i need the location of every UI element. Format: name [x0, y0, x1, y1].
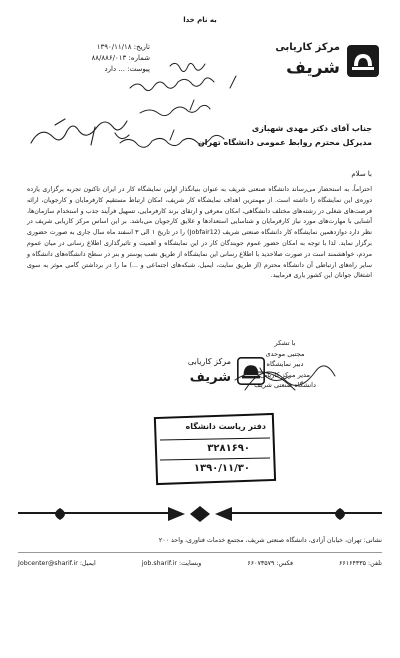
- signer-role1: دبیر نمایشگاه: [266, 360, 304, 368]
- footer-contacts: [18, 560, 382, 567]
- registry-stamp: [150, 410, 280, 490]
- letter-attachment: پیوست: ... دارد: [104, 65, 150, 73]
- footer-email[interactable]: ایمیل: Jobcenter@sharif.ir: [18, 560, 96, 567]
- footer-website[interactable]: وبسایت: job.sharif.ir: [141, 560, 202, 567]
- signer-role3: دانشگاه صنعتی شریف: [254, 381, 316, 389]
- body-paragraph: احتراماً، به استحضار می‌رساند دانشگاه صنعتی شریف به عنوان بنیانگذار اولین نمایشگاه کار در ایران تاکنون تجربه برگزاری یازده دوره‌ی این نمایشگاه را داشته است. از مهمترین اهداف نمایشگاه کار شریف، امکان ارتباط مستقیم کارفرمایان و کارجویان، ارائه فرصت‌های شغلی در رشته‌های مختلف دانشگاهی، امکان معرفی و ارتقای برند کارفرمایی، تسهیل فرآیند جذب و استخدام سازمان‌ها، آشنایی با مهارت‌های مورد نیاز کارفرمایان و شناسایی استعدادها و علایق کارجویان می‌باشد. بر این اساس مرکز کاریابی شریف در نظر دارد دوازدهمین نمایشگاه کار دانشگاه صنعتی شریف (Jobfair12) را در تاریخ ۱ الی ۳ اسفند ماه سال جاری به صورت حضوری برگزار نماید. لذا با توجه به امکان حضور عموم جویندگان کار در این نمایشگاه و اهمیت و تاثیرگذاری اطلاع رسانی در میان عموم مردم، خواهشمند است در صورت صلاحدید با اطلاع رسانی این نمایشگاه از طریق نصب پوستر و بنر در سطح دانشگاه‌های دانشگاه و سایر راه‌های ارتباطی آن دانشگاه محترم (از طریق سایت، ایمیل، شبکه‌های اجتماعی و ...) ما را در برداشتن گامی موثر به سوی اشتغال جوانان این کشور یاری فرمایید.: [27, 186, 372, 280]
- closing: با تشکر: [274, 339, 296, 347]
- greeting: با سلام: [351, 170, 372, 178]
- footer-decoration: [0, 505, 400, 523]
- addressee-title: مدیرکل محترم روابط عمومی دانشگاه تهران: [197, 138, 372, 147]
- signer-role2: مدیر مرکز کاریابی: [259, 370, 311, 379]
- footer-divider: [18, 552, 382, 553]
- letter-number: شماره: ۸۸/۸۸۶/۰۱۳: [91, 54, 150, 62]
- basmala: به نام خدا: [183, 16, 217, 24]
- addressee-block: [198, 122, 372, 150]
- letter-body: [27, 185, 372, 282]
- stamp-line3: ۱۳۹۰/۱۱/۳۰: [193, 463, 250, 474]
- sharif-logo-small-icon: [237, 357, 265, 385]
- footer-phone: تلفن: ۶۶۱۶۴۳۳۵: [338, 560, 382, 567]
- stamp-line1: دفتر ریاست دانشگاه: [185, 422, 266, 431]
- addressee-name: جناب آقای دکتر مهدی شهبازی: [251, 124, 372, 133]
- letter-date: تاریخ: ۱۳۹۰/۱۱/۱۸: [96, 43, 150, 51]
- footer-fax: فکس: ۶۶۰۷۳۵۷۹: [247, 560, 294, 567]
- sharif-logo-small: [165, 345, 265, 395]
- logo-line2: شریف: [286, 58, 340, 78]
- logo2-line2: شریف: [189, 370, 231, 385]
- logo-line1: مرکز کاریابی: [275, 42, 340, 53]
- logo2-line1: مرکز کاریابی: [187, 357, 231, 366]
- stamp-line2: ۳۲۸۱۶۹۰: [207, 443, 250, 454]
- signer-name: مجتبی موحدی: [265, 349, 305, 358]
- footer-address: نشانی: تهران، خیابان آزادی، دانشگاه صنعتی شریف، مجتمع خدمات فناوری، واحد ۲۰۰: [158, 537, 382, 544]
- sharif-logo-icon: [346, 44, 380, 78]
- handwritten-signature: [25, 113, 145, 155]
